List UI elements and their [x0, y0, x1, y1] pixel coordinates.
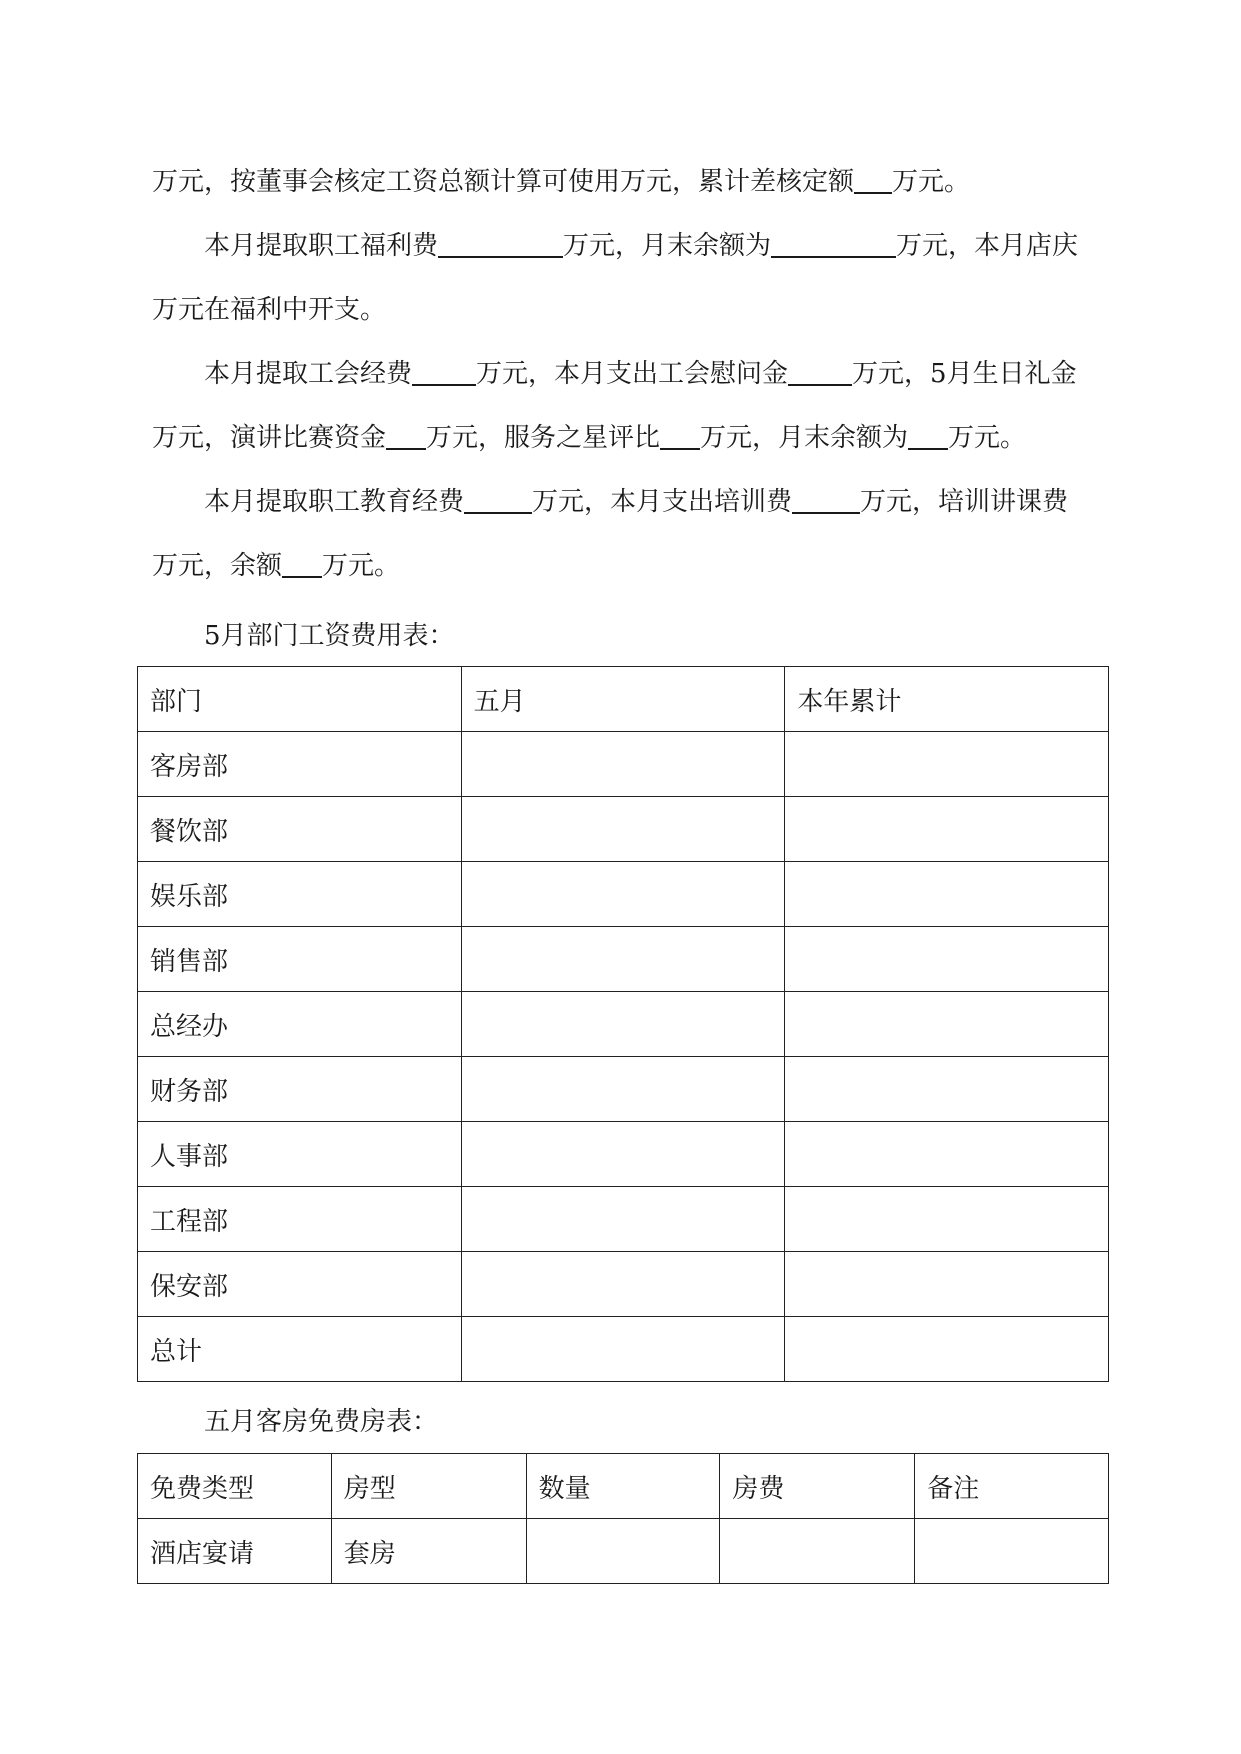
value-cell: [461, 1187, 785, 1252]
table-row: [138, 1519, 1109, 1584]
paragraph-3: [204, 358, 1077, 390]
table-header-row: [138, 667, 1109, 732]
table-row: [138, 1122, 1109, 1187]
table-header-row: [138, 1454, 1109, 1519]
value-cell: [461, 797, 785, 862]
text: 本月提取职工福利费: [204, 231, 439, 261]
header-cell: 房费: [720, 1454, 915, 1519]
header-cell: 五月: [461, 667, 785, 732]
department-cell: 工程部: [138, 1187, 462, 1252]
cell: 酒店宴请: [138, 1519, 332, 1584]
blank: [788, 358, 852, 386]
department-cell: 保安部: [138, 1252, 462, 1317]
header-cell: 部门: [138, 667, 462, 732]
department-cell: 销售部: [138, 927, 462, 992]
value-cell: [785, 1317, 1109, 1382]
text: 万元，演讲比赛资金: [152, 423, 387, 453]
value-cell: [461, 927, 785, 992]
blank: [792, 486, 860, 514]
table-row: [138, 1187, 1109, 1252]
text: 万元，本月店庆: [896, 231, 1079, 261]
table1-caption: 5月部门工资费用表：: [204, 621, 455, 651]
table-row: [138, 797, 1109, 862]
value-cell: [785, 1252, 1109, 1317]
text: 万元。: [892, 167, 971, 197]
cell: [915, 1519, 1109, 1584]
department-salary-table: [137, 666, 1109, 1382]
value-cell: [461, 992, 785, 1057]
table-row: [138, 732, 1109, 797]
blank: [464, 486, 532, 514]
text: 万元，5月生日礼金: [852, 359, 1077, 389]
value-cell: [785, 732, 1109, 797]
table-row: [138, 927, 1109, 992]
text: 万元。: [322, 551, 401, 581]
text: 万元在福利中开支。: [152, 295, 387, 325]
header-cell: 房型: [331, 1454, 526, 1519]
table-row: [138, 992, 1109, 1057]
value-cell: [785, 1187, 1109, 1252]
text: 万元，本月支出培训费: [532, 487, 793, 517]
value-cell: [461, 732, 785, 797]
table-row: [138, 1252, 1109, 1317]
value-cell: [785, 797, 1109, 862]
value-cell: [461, 1122, 785, 1187]
value-cell: [785, 992, 1109, 1057]
text: 万元，培训讲课费: [860, 487, 1069, 517]
value-cell: [785, 862, 1109, 927]
header-cell: 本年累计: [785, 667, 1109, 732]
table-row: [138, 862, 1109, 927]
value-cell: [785, 1122, 1109, 1187]
blank: [660, 422, 700, 450]
text: 万元，服务之星评比: [426, 423, 661, 453]
text: 万元，本月支出工会慰问金: [476, 359, 789, 389]
department-cell: 餐饮部: [138, 797, 462, 862]
department-cell: 娱乐部: [138, 862, 462, 927]
value-cell: [785, 927, 1109, 992]
paragraph-4-cont: [152, 550, 400, 582]
department-cell: 人事部: [138, 1122, 462, 1187]
cell: 套房: [331, 1519, 526, 1584]
text: 万元，按董事会核定工资总额计算可使用万元，累计差核定额: [152, 167, 855, 197]
table2-caption: 五月客房免费房表：: [204, 1407, 439, 1437]
value-cell: [785, 1057, 1109, 1122]
text: 本月提取职工教育经费: [204, 487, 465, 517]
free-room-table: [137, 1453, 1109, 1584]
value-cell: [461, 862, 785, 927]
blank: [386, 422, 426, 450]
text: 万元，余额: [152, 551, 283, 581]
paragraph-1: [152, 166, 970, 198]
blank: [438, 230, 563, 258]
department-cell: 总经办: [138, 992, 462, 1057]
blank: [282, 550, 322, 578]
value-cell: [461, 1057, 785, 1122]
department-cell: 客房部: [138, 732, 462, 797]
header-cell: 免费类型: [138, 1454, 332, 1519]
table-row: [138, 1057, 1109, 1122]
paragraph-4: [204, 486, 1068, 518]
cell: [720, 1519, 915, 1584]
text: 万元，月末余额为: [700, 423, 909, 453]
paragraph-3-cont: [152, 422, 1026, 454]
header-cell: 数量: [526, 1454, 720, 1519]
header-cell: 备注: [915, 1454, 1109, 1519]
blank: [412, 358, 476, 386]
text: 本月提取工会经费: [204, 359, 413, 389]
cell: [526, 1519, 720, 1584]
text: 万元。: [948, 423, 1027, 453]
paragraph-2-cont: [152, 294, 386, 326]
value-cell: [461, 1317, 785, 1382]
blank: [771, 230, 896, 258]
text: 万元，月末余额为: [563, 231, 772, 261]
blank: [908, 422, 948, 450]
blank: [854, 166, 892, 194]
value-cell: [461, 1252, 785, 1317]
department-cell: 财务部: [138, 1057, 462, 1122]
table-row-total: [138, 1317, 1109, 1382]
paragraph-2: [204, 230, 1078, 262]
department-cell: 总计: [138, 1317, 462, 1382]
